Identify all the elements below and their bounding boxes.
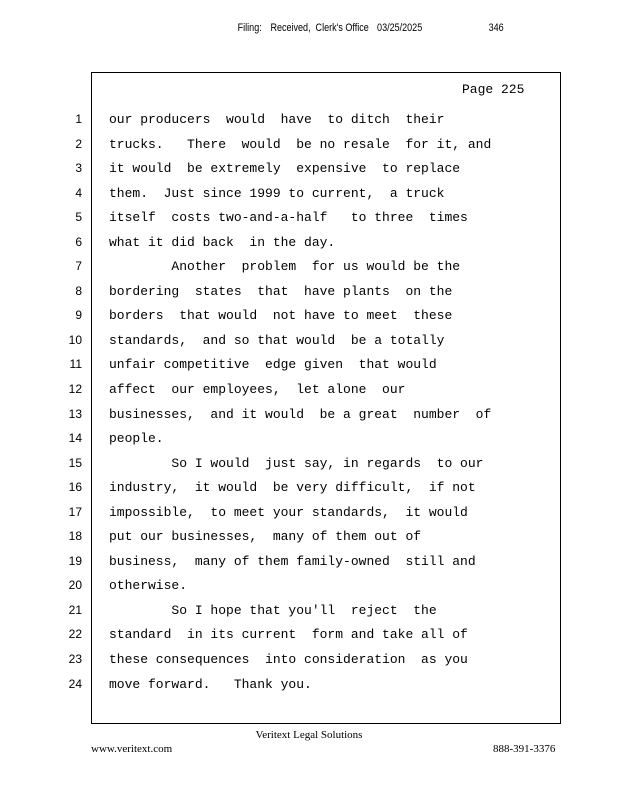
line-text: standard in its current form and take all of (109, 627, 468, 643)
line-text: business, many of them family-owned still and (109, 553, 476, 569)
line-number: 22 (68, 627, 82, 642)
line-number: 4 (75, 185, 82, 200)
line-number: 5 (75, 210, 82, 225)
footer-company: Veritext Legal Solutions (255, 729, 363, 741)
line-number: 24 (68, 676, 82, 691)
transcript-line (0, 184, 618, 209)
line-number: 7 (75, 259, 82, 274)
line-text: impossible, to meet your standards, it would (109, 504, 468, 520)
transcript-line (0, 675, 618, 700)
transcript-line (0, 257, 618, 282)
transcript-line (0, 454, 618, 479)
transcript-line (0, 159, 618, 184)
line-number: 2 (75, 136, 82, 151)
line-number: 19 (68, 553, 82, 568)
transcript-line (0, 527, 618, 552)
transcript-line (0, 625, 618, 650)
clerks-office-label: Clerk's Office (315, 22, 369, 34)
line-number: 3 (75, 161, 82, 176)
line-number: 12 (68, 382, 82, 397)
line-text: bordering states that have plants on the (109, 283, 453, 299)
filing-date: 03/25/2025 (377, 22, 423, 34)
line-number: 8 (75, 283, 82, 298)
line-number: 15 (68, 455, 82, 470)
line-number: 23 (68, 652, 82, 667)
line-text: Another problem for us would be the (109, 259, 461, 275)
line-text: our producers would have to ditch their (109, 112, 445, 127)
line-number: 13 (68, 406, 82, 421)
transcript-line (0, 405, 618, 430)
transcript-line (0, 135, 618, 160)
line-number: 18 (68, 529, 82, 544)
filing-page-number: 346 (488, 22, 504, 34)
line-text: them. Just since 1999 to current, a truck (109, 185, 445, 201)
transcript-line (0, 552, 618, 577)
page-label: Page 225 (462, 82, 525, 97)
transcript-line (0, 429, 618, 454)
line-text: industry, it would be very difficult, if not (109, 480, 476, 496)
line-text: standards, and so that would be a totally (109, 332, 445, 348)
line-text: move forward. Thank you. (109, 676, 312, 692)
line-text: unfair competitive edge given that would (109, 357, 437, 373)
line-number: 10 (68, 332, 82, 347)
line-number: 6 (75, 234, 82, 249)
transcript-line (0, 331, 618, 356)
line-text: otherwise. (109, 578, 188, 594)
line-text: put our businesses, many of them out of (109, 529, 422, 545)
line-text: it would be extremely expensive to replace (109, 161, 461, 177)
line-text: itself costs two-and-a-half to three times (109, 210, 468, 226)
filing-label: Filing: (237, 22, 262, 34)
line-text: So I hope that you'll reject the (109, 602, 437, 618)
line-number: 9 (75, 308, 82, 323)
line-number: 20 (68, 578, 82, 593)
transcript-line (0, 576, 618, 601)
transcript-line (0, 233, 618, 258)
transcript-line (0, 380, 618, 405)
transcript-line (0, 110, 618, 135)
line-number: 1 (75, 112, 82, 126)
line-text: borders that would not have to meet these (109, 308, 453, 324)
line-number: 17 (68, 504, 82, 519)
line-text: trucks. There would be no resale for it, and (109, 136, 492, 152)
transcript-line (0, 355, 618, 380)
line-text: people. (109, 431, 164, 447)
transcript-line (0, 208, 618, 233)
footer-website: www.veritext.com (91, 743, 173, 755)
line-text: affect our employees, let alone our (109, 382, 406, 398)
line-text: businesses, and it would be a great number of (109, 406, 492, 422)
transcript-line (0, 478, 618, 503)
filing-header (56, 22, 563, 38)
transcript-line (0, 650, 618, 675)
footer-phone: 888-391-3376 (493, 743, 556, 755)
line-text: So I would just say, in regards to our (109, 455, 484, 471)
line-number: 11 (69, 357, 82, 372)
received-label: Received, (270, 22, 311, 34)
line-text: these consequences into consideration as you (109, 652, 468, 668)
line-number: 14 (68, 431, 82, 446)
transcript-line (0, 601, 618, 626)
transcript-line (0, 306, 618, 331)
transcript-line (0, 503, 618, 528)
line-number: 21 (68, 602, 82, 617)
transcript-lines (0, 110, 618, 699)
line-number: 16 (68, 480, 82, 495)
transcript-line (0, 282, 618, 307)
line-text: what it did back in the day. (109, 234, 336, 250)
